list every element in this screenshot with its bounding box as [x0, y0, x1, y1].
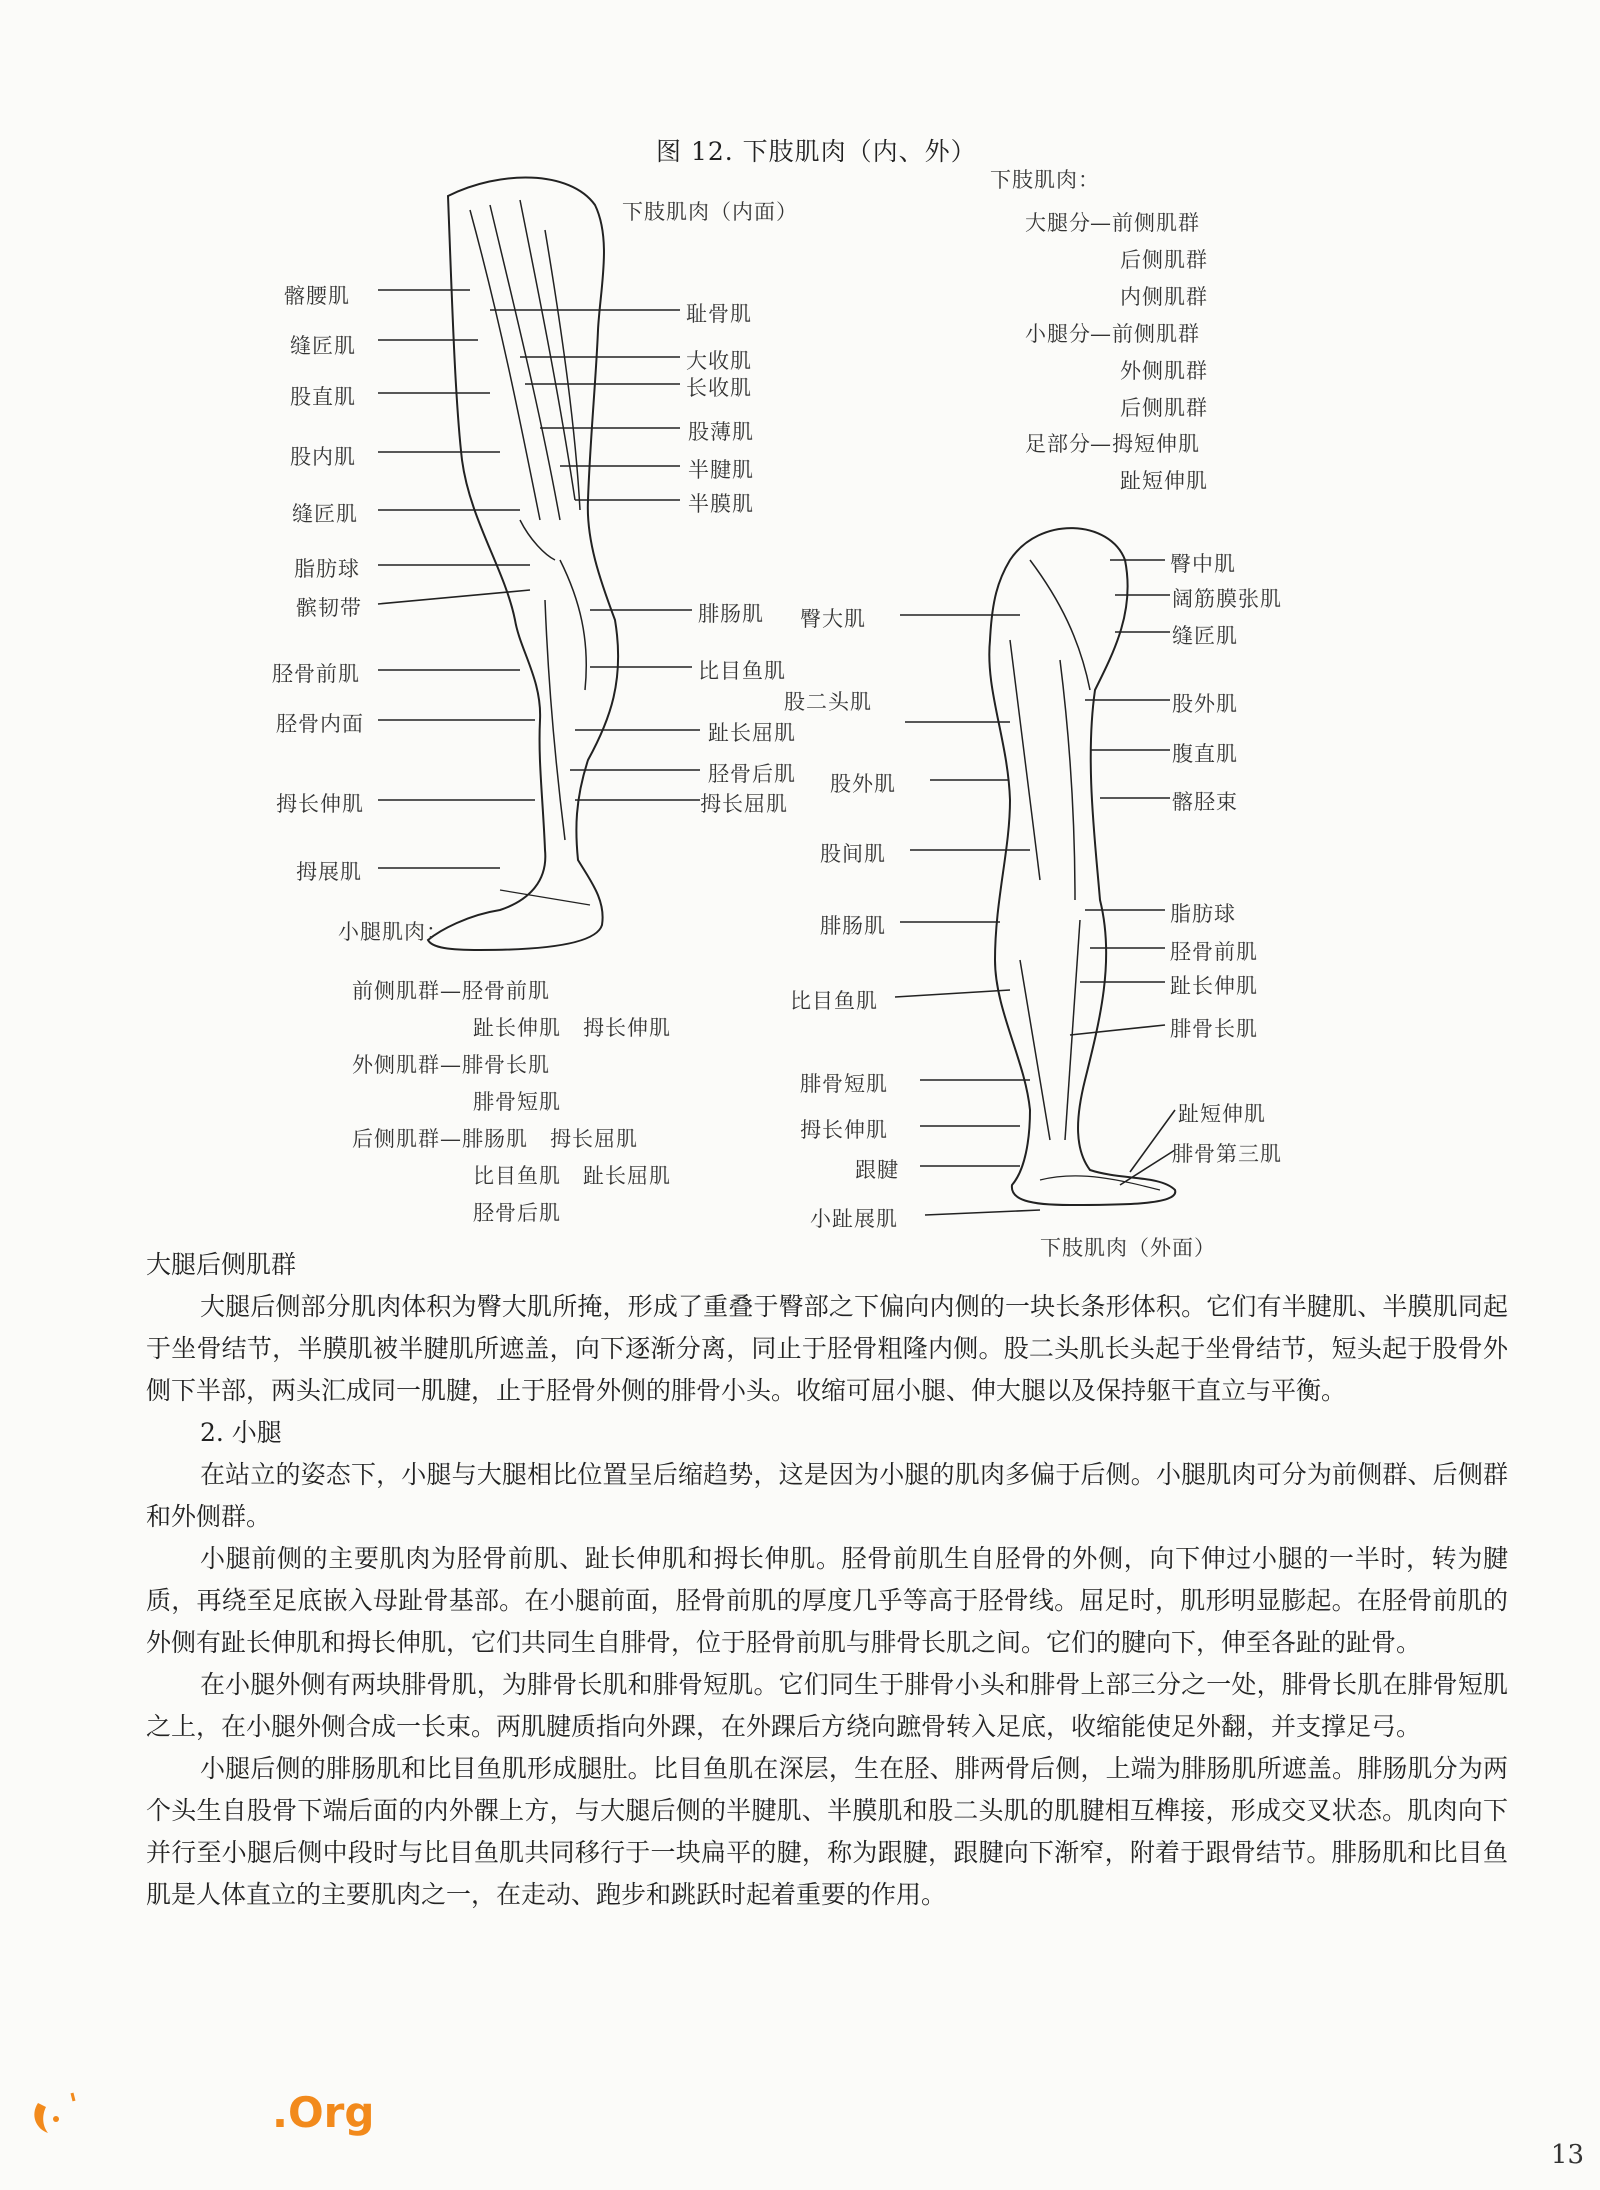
figure-title: 图 12. 下肢肌肉（内、外）: [656, 137, 977, 166]
lateral-label-left: 臀大肌: [800, 607, 866, 631]
paragraph: 在小腿外侧有两块腓骨肌，为腓骨长肌和腓骨短肌。它们同生于腓骨小头和腓骨上部三分之一处，腓骨长肌在腓骨短肌之上，在小腿外侧合成一长束。两肌腱质指向外踝，在外踝后方绕向蹠骨转入足底，收缩能使足外翻，并支撑足弓。: [146, 1670, 1508, 1741]
group-region: 小腿分: [1025, 322, 1091, 346]
medial-label-left: 股内肌: [290, 445, 356, 469]
lateral-label-right: 腹直肌: [1172, 742, 1238, 766]
group-item: —拇短伸肌: [1090, 432, 1200, 456]
medial-label-right: 趾长屈肌: [708, 721, 796, 745]
medial-label-right: 半膜肌: [688, 492, 754, 516]
shank-line: 腓骨短肌: [473, 1090, 561, 1114]
page-number: 13: [1550, 2140, 1584, 2170]
lateral-label-left: 比目鱼肌: [790, 989, 878, 1013]
lateral-label-right: 髂胫束: [1172, 790, 1238, 814]
shank-line: 比目鱼肌 趾长屈肌: [473, 1164, 671, 1188]
section-heading: 大腿后侧肌群: [146, 1250, 297, 1279]
medial-label-left: 拇展肌: [296, 860, 362, 884]
medial-label-left: 缝匠肌: [290, 334, 356, 358]
lateral-leg-outline: [989, 528, 1175, 1205]
medial-label-right: 耻骨肌: [686, 302, 752, 326]
medial-label-right: 半腱肌: [688, 458, 754, 482]
medial-label-right: 长收肌: [686, 376, 752, 400]
medial-label-left: 股直肌: [290, 385, 356, 409]
lateral-label-right: 腓骨长肌: [1170, 1017, 1258, 1041]
lateral-label-right: 缝匠肌: [1172, 624, 1238, 648]
medial-label-left: 拇长伸肌: [276, 792, 364, 816]
medial-label-right: 拇长屈肌: [700, 792, 788, 816]
lateral-label-left: 小趾展肌: [810, 1207, 898, 1231]
medial-label-right: 大收肌: [686, 349, 752, 373]
medial-label-left: 胫骨前肌: [272, 662, 360, 686]
lateral-label-right: 阔筋膜张肌: [1172, 587, 1282, 611]
shank-line: 前侧肌群—胫骨前肌: [352, 979, 550, 1003]
lateral-caption: 下肢肌肉（外面）: [1040, 1236, 1216, 1260]
medial-label-right: 比目鱼肌: [698, 659, 786, 683]
medial-label-right: 胫骨后肌: [708, 762, 796, 786]
lateral-label-left: 股外肌: [830, 772, 896, 796]
lateral-label-right: 股外肌: [1172, 692, 1238, 716]
shank-title: 小腿肌肉：: [338, 920, 448, 944]
paragraph: 小腿前侧的主要肌肉为胫骨前肌、趾长伸肌和拇长伸肌。胫骨前肌生自胫骨的外侧，向下伸过小腿的一半时，转为腱质，再绕至足底嵌入母趾骨基部。在小腿前面，胫骨前肌的厚度几乎等高于胫骨线。屈足时，肌形明显膨起。在胫骨前肌的外侧有趾长伸肌和拇长伸肌，它们共同生自腓骨，位于胫骨前肌与腓骨长肌之间。它们的腱向下，伸至各趾的趾骨。: [146, 1544, 1508, 1657]
lateral-label-left: 拇长伸肌: [800, 1118, 888, 1142]
medial-label-left: 脂肪球: [294, 557, 360, 581]
lateral-label-right: 臀中肌: [1170, 552, 1236, 576]
medial-leg-outline: [428, 178, 618, 950]
lateral-label-right: 趾长伸肌: [1170, 974, 1258, 998]
paragraph: 大腿后侧部分肌肉体积为臀大肌所掩，形成了重叠于臀部之下偏向内侧的一块长条形体积。它们有半腱肌、半膜肌同起于坐骨结节，半膜肌被半腱肌所遮盖，向下逐渐分离，同止于胫骨粗隆内侧。股二头肌长头起于坐骨结节，短头起于股骨外侧下半部，两头汇成同一肌腱，止于胫骨外侧的腓骨小头。收缩可屈小腿、伸大腿以及保持躯干直立与平衡。: [146, 1292, 1508, 1405]
groups-title: 下肢肌肉：: [990, 168, 1100, 192]
paragraph: 小腿后侧的腓肠肌和比目鱼肌形成腿肚。比目鱼肌在深层，生在胫、腓两骨后侧，上端为腓肠肌所遮盖。腓肠肌分为两个头生自股骨下端后面的内外髁上方，与大腿后侧的半腱肌、半膜肌和股二头肌的肌腱相互榫接，形成交叉状态。肌肉向下并行至小腿后侧中段时与比目鱼肌共同移行于一块扁平的腱，称为跟腱，跟腱向下渐窄，附着于跟骨结节。腓肠肌和比目鱼肌是人体直立的主要肌肉之一，在走动、跑步和跳跃时起着重要的作用。: [146, 1754, 1508, 1909]
shank-line: 趾长伸肌 拇长伸肌: [473, 1016, 671, 1040]
lateral-label-left: 跟腱: [855, 1158, 899, 1182]
group-region: 大腿分: [1025, 211, 1091, 235]
group-item: —前侧肌群: [1090, 211, 1200, 235]
medial-label-left: 胫骨内面: [276, 712, 364, 736]
group-item: 后侧肌群: [1120, 396, 1208, 420]
medial-label-left: 缝匠肌: [292, 502, 358, 526]
medial-label-right: 腓肠肌: [698, 602, 764, 626]
group-item: 趾短伸肌: [1120, 469, 1208, 493]
shank-line: 后侧肌群—腓肠肌 拇长屈肌: [352, 1127, 638, 1151]
paragraph: 在站立的姿态下，小腿与大腿相比位置呈后缩趋势，这是因为小腿的肌肉多偏于后侧。小腿肌肉可分为前侧群、后侧群和外侧群。: [146, 1460, 1508, 1531]
group-item: 外侧肌群: [1120, 359, 1208, 383]
group-item: 后侧肌群: [1120, 248, 1208, 272]
lateral-label-right: 趾短伸肌: [1178, 1102, 1266, 1126]
watermark-text: .Org: [272, 2088, 375, 2137]
lateral-label-right: 胫骨前肌: [1170, 940, 1258, 964]
body-text: [146, 1244, 1508, 1916]
lateral-label-left: 腓骨短肌: [800, 1072, 888, 1096]
lateral-label-left: 股间肌: [820, 842, 886, 866]
section-heading: 2. 小腿: [200, 1418, 282, 1447]
lateral-label-left: 股二头肌: [784, 690, 872, 714]
lateral-label-right: 脂肪球: [1170, 902, 1236, 926]
group-item: 内侧肌群: [1120, 285, 1208, 309]
lateral-label-left: 腓肠肌: [820, 914, 886, 938]
medial-label-left: 髌韧带: [296, 596, 362, 620]
medial-label-right: 股薄肌: [688, 420, 754, 444]
group-item: —前侧肌群: [1090, 322, 1200, 346]
medial-caption: 下肢肌肉（内面）: [622, 200, 798, 224]
shank-line: 胫骨后肌: [473, 1201, 561, 1225]
group-region: 足部分: [1025, 432, 1091, 456]
medial-label-left: 髂腰肌: [284, 284, 350, 308]
watermark-logo-icon: [28, 2085, 88, 2149]
shank-line: 外侧肌群—腓骨长肌: [352, 1053, 550, 1077]
lateral-label-right: 腓骨第三肌: [1172, 1142, 1282, 1166]
